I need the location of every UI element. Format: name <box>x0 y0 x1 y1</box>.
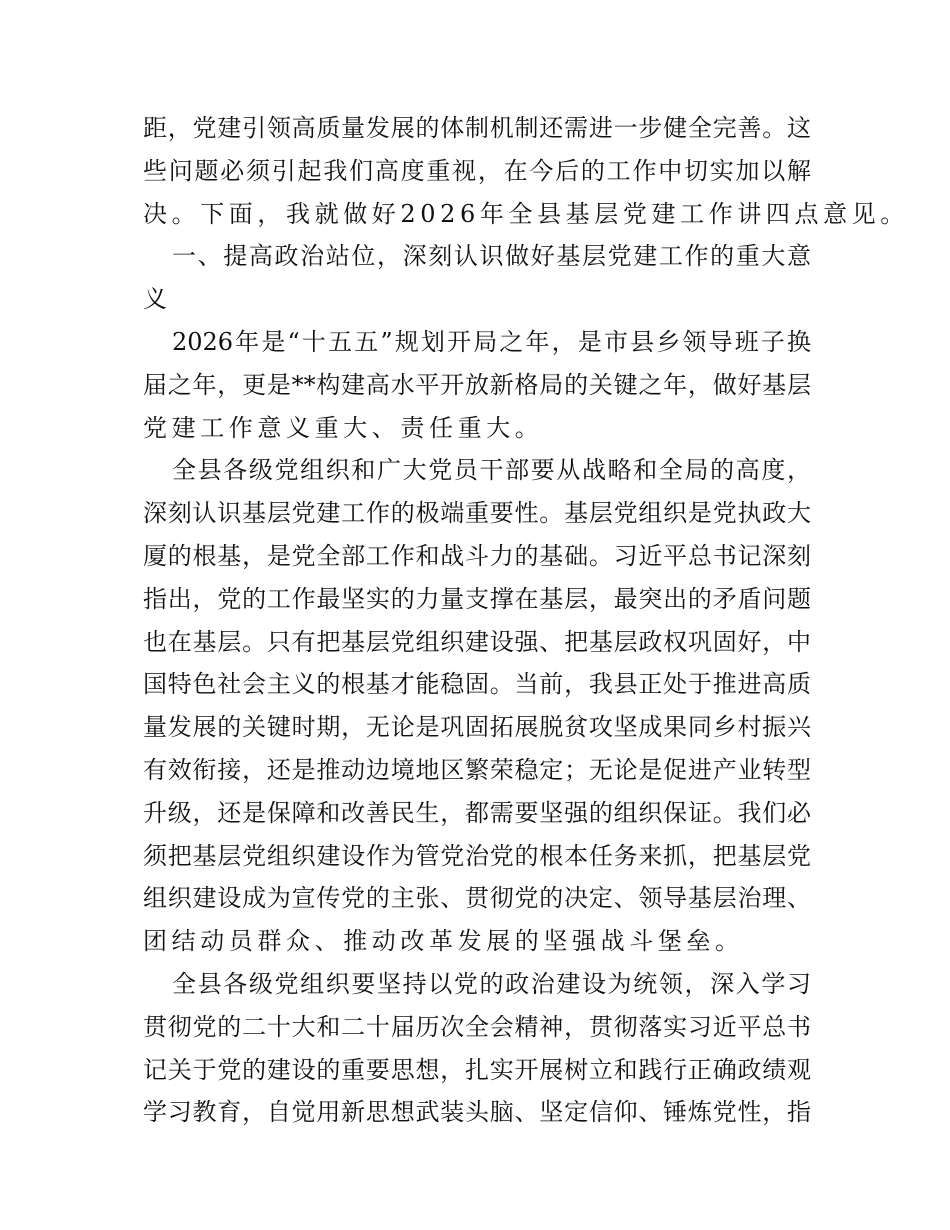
text-line: 学习教育，自觉用新思想武装头脑、坚定信仰、锤炼党性，指 <box>143 1098 811 1127</box>
text-line: 届之年，更是**构建高水平开放新格局的关键之年，做好基层 <box>143 370 811 399</box>
text-line: 全县各级党组织和广大党员干部要从战略和全局的高度， <box>172 456 811 485</box>
text-line: 厦的根基，是党全部工作和战斗力的基础。习近平总书记深刻 <box>143 541 811 570</box>
text-line: 决。下面，我就做好2026年全县基层党建工作讲四点意见。 <box>143 199 909 228</box>
heading-line: 一、提高政治站位，深刻认识做好基层党建工作的重大意 <box>172 242 811 271</box>
text-line: 党建工作意义重大、责任重大。 <box>143 413 544 442</box>
paragraph-political-building <box>143 963 811 1134</box>
heading-line: 义 <box>143 285 172 314</box>
text-line: 2026年是“十五五”规划开局之年，是市县乡领导班子换 <box>172 327 811 356</box>
paragraph-2026-significance <box>143 321 811 449</box>
text-line: 国特色社会主义的根基才能稳固。当前，我县正处于推进高质 <box>143 670 811 699</box>
text-line: 有效衔接，还是推动边境地区繁荣稳定；无论是促进产业转型 <box>143 755 811 784</box>
text-line: 指出，党的工作最坚实的力量支撑在基层，最突出的矛盾问题 <box>143 584 811 613</box>
text-line: 全县各级党组织要坚持以党的政治建设为统领，深入学习 <box>172 969 811 998</box>
text-line: 团结动员群众、推动改革发展的坚强战斗堡垒。 <box>143 927 744 956</box>
text-line: 升级，还是保障和改善民生，都需要坚强的组织保证。我们必 <box>143 798 811 827</box>
text-line: 须把基层党组织建设作为管党治党的根本任务来抓，把基层党 <box>143 841 811 870</box>
text-line: 贯彻党的二十大和二十届历次全会精神，贯彻落实习近平总书 <box>143 1012 811 1041</box>
paragraph-intro-closing <box>143 107 909 235</box>
text-line: 量发展的关键时期，无论是巩固拓展脱贫攻坚成果同乡村振兴 <box>143 713 811 742</box>
paragraph-importance <box>143 449 811 963</box>
text-line: 距，党建引领高质量发展的体制机制还需进一步健全完善。这 <box>143 114 811 142</box>
section-heading-1 <box>143 235 811 321</box>
text-line: 组织建设成为宣传党的主张、贯彻党的决定、领导基层治理、 <box>143 884 811 913</box>
document-page <box>143 107 909 1134</box>
text-line: 记关于党的建设的重要思想，扎实开展树立和践行正确政绩观 <box>143 1055 811 1084</box>
text-line: 些问题必须引起我们高度重视，在今后的工作中切实加以解 <box>143 156 811 185</box>
text-line: 也在基层。只有把基层党组织建设强、把基层政权巩固好，中 <box>143 627 811 656</box>
text-line: 深刻认识基层党建工作的极端重要性。基层党组织是党执政大 <box>143 499 811 528</box>
